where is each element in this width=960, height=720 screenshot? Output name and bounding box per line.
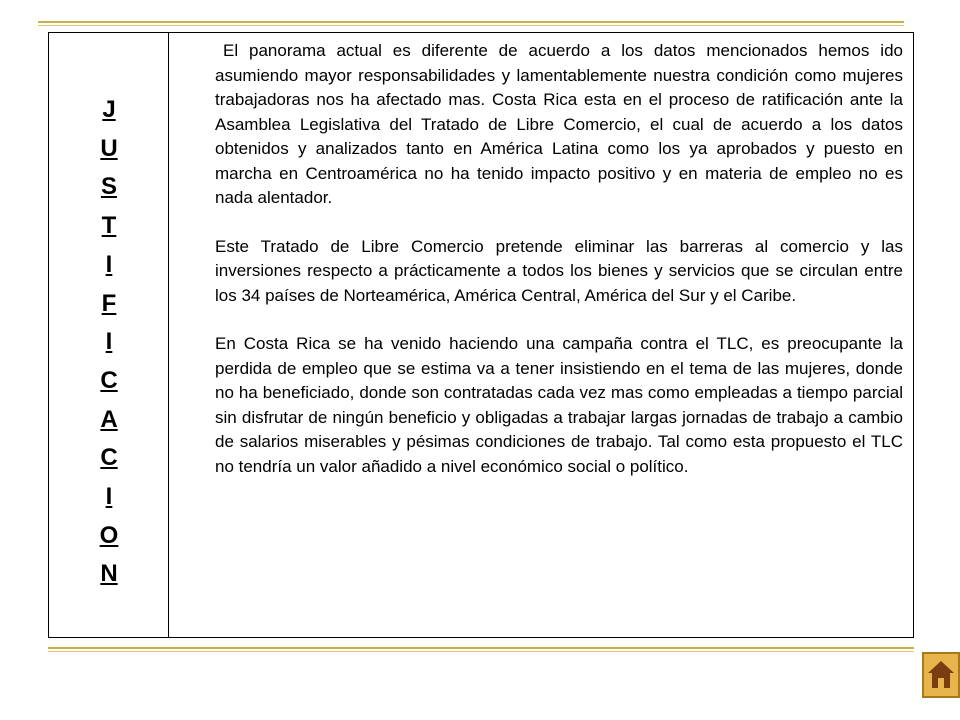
title-letter: S <box>100 173 117 201</box>
title-letter: A <box>100 405 118 433</box>
title-letter: I <box>105 250 113 278</box>
title-letter: O <box>99 521 119 549</box>
bottom-rule-thin <box>48 651 914 652</box>
title-letter: T <box>101 212 117 240</box>
title-letter: I <box>105 483 113 511</box>
title-letter: J <box>102 96 116 123</box>
home-icon <box>926 658 956 692</box>
top-rule <box>38 21 904 23</box>
content-table <box>48 32 914 638</box>
title-letter: I <box>105 328 113 356</box>
bottom-rule <box>48 647 914 649</box>
text-column <box>169 33 913 637</box>
paragraph: El panorama actual es diferente de acuerdo a los datos mencionados hemos ido asumiendo mayor responsabilidades y lamentablemente nuestra condición como mujeres trabajadoras nos ha afectado mas. Costa Rica esta en el proceso de ratificación ante la Asamblea Legislativa del Tratado de Libre Comercio, el cual de acuerdo a los datos obtenidos y analizados tanto en América Latina como los ya aprobados y puesto en marcha en Centroamérica no ha tenido impacto positivo y en materia de empleo no es nada alentador. <box>215 41 903 207</box>
title-column <box>49 33 169 637</box>
paragraph: Este Tratado de Libre Comercio pretende eliminar las barreras al comercio y las inversiones respecto a prácticamente a todos los bienes y servicios que se circulan entre los 34 países de Norteamérica, América Central, América del Sur y el Caribe. <box>215 236 903 305</box>
top-rule-thin <box>38 25 904 26</box>
title-letter: U <box>100 134 118 162</box>
paragraph: En Costa Rica se ha venido haciendo una campaña contra el TLC, es preocupante la perdida de empleo que se estima va a tener insistiendo en el tema de las mujeres, donde no ha beneficiado, donde son contratadas cada vez mas como empleadas a tiempo parcial sin disfrutar de ningún beneficio y obligadas a trabajar largas jornadas de trabajo a cambio de salarios miserables y pésimas condiciones de trabajo. Tal como esta propuesto el TLC no tendría un valor añadido a nivel económico social o político. <box>215 334 903 476</box>
home-button[interactable] <box>922 652 960 698</box>
title-letter: C <box>100 444 118 472</box>
title-letter: F <box>101 289 117 317</box>
vertical-title <box>49 91 169 594</box>
title-letter: C <box>100 366 118 394</box>
title-letter: N <box>100 560 118 588</box>
